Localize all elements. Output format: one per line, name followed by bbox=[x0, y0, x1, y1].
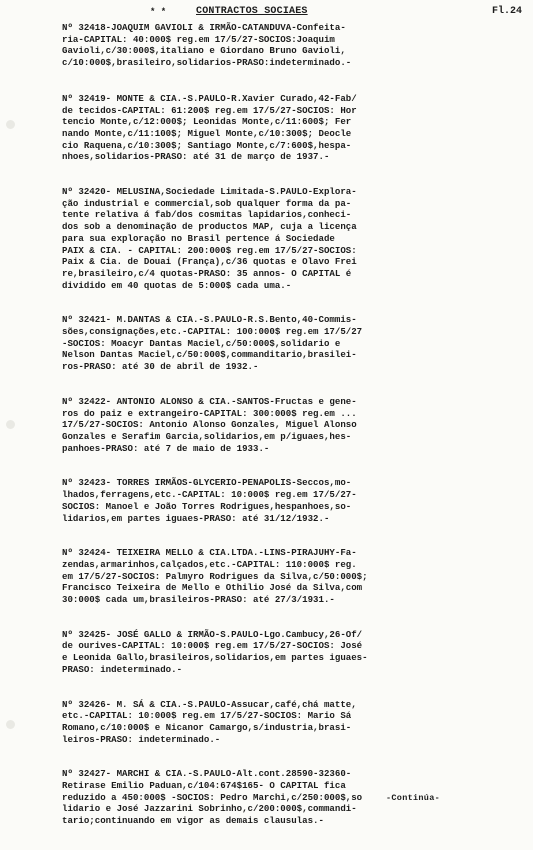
entry-line: Romano,c/10:000$ e Nicanor Camargo,s/industria,brasi- bbox=[62, 721, 352, 733]
page-header bbox=[0, 4, 533, 20]
registry-entry bbox=[62, 396, 468, 455]
entry-line: 17/5/27-SOCIOS: Antonio Alonso Gonzales, Miguel Alonso bbox=[62, 419, 357, 431]
registry-entry bbox=[62, 477, 468, 524]
entry-line: PRASO: indeterminado.- bbox=[62, 663, 183, 675]
entry-line: Nelson Dantas Maciel,c/50:000$,commanditario,brasilei- bbox=[62, 349, 357, 361]
entry-line: sões,consignações,etc.-CAPITAL: 100:000$ reg.em 17/5/27 bbox=[62, 326, 363, 338]
registry-entry bbox=[62, 314, 468, 373]
entry-line: em 17/5/27-SOCIOS: Palmyro Rodrigues da Silva,c/50:000$; bbox=[62, 570, 368, 582]
entry-line: SOCIOS: Manoel e João Torres Rodrigues,hespanhoes,so- bbox=[62, 500, 352, 512]
entry-line: Gonzales e Serafim Garcia,solidarios,em p/iguaes,hes- bbox=[62, 430, 352, 442]
entry-line: nando Monte,c/11:100$; Miguel Monte,c/10:300$; Deocle bbox=[62, 127, 352, 139]
entry-line: ria-CAPITAL: 40:000$ reg.em 17/5/27-SOCIOS:Joaquim bbox=[62, 33, 335, 45]
entry-line: 30:000$ cada um,brasileiros-PRASO: até 27/3/1931.- bbox=[62, 594, 335, 606]
page-title: CONTRACTOS SOCIAES bbox=[196, 6, 308, 17]
header-mark: * * bbox=[150, 7, 167, 17]
punch-hole bbox=[6, 120, 15, 129]
entry-line: tente relativa á fab/dos cosmitas lapidarios,conheci- bbox=[62, 209, 352, 221]
entry-line: re,brasileiro,c/4 quotas-PRASO: 35 annos- O CAPITAL é bbox=[62, 267, 352, 279]
entry-line: PAIX & CIA. - CAPITAL: 200:000$ reg.em 17/5/27-SOCIOS: bbox=[62, 244, 357, 256]
entry-line: Nº 32420- MELUSINA,Sociedade Limitada-S.PAULO-Explora- bbox=[62, 186, 357, 198]
registry-entry bbox=[62, 186, 468, 291]
registry-entry bbox=[62, 22, 468, 69]
entry-line: zendas,armarinhos,calçados,etc.-CAPITAL: 110:000$ reg. bbox=[62, 558, 357, 570]
entry-line: Francisco Teixeira de Mello e Othilio José da Silva,com bbox=[62, 582, 363, 594]
entry-line: nhoes,solidarios-PRASO: até 31 de março de 1937.- bbox=[62, 151, 330, 163]
entry-line: c/10:000$,brasileiro,solidarios-PRASO:indeterminado.- bbox=[62, 57, 352, 69]
entry-line: dividido em 40 quotas de 5:000$ cada uma.- bbox=[62, 279, 292, 291]
entry-line: Nº 32427- MARCHI & CIA.-S.PAULO-Alt.cont.28590-32360- bbox=[62, 768, 352, 780]
entry-line: -SOCIOS: Moacyr Dantas Maciel,c/50:000$,solidario e bbox=[62, 337, 341, 349]
entry-line: Nº 32418-JOAQUIM GAVIOLI & IRMÃO-CATANDUVA-Confeita- bbox=[62, 22, 346, 33]
entry-line: Nº 32422- ANTONIO ALONSO & CIA.-SANTOS-Fructas e gene- bbox=[62, 395, 357, 407]
entry-line: tario;continuando em vigor as demais clausulas.- bbox=[62, 815, 324, 827]
entry-line: para sua exploração no Brasil pertence á Sociedade bbox=[62, 232, 335, 244]
registry-entry bbox=[62, 93, 468, 163]
entry-line: de tecidos-CAPITAL: 61:200$ reg.em 17/5/27-SOCIOS: Hor bbox=[62, 104, 357, 116]
entry-line: ros-PRASO: até 30 de abril de 1932.- bbox=[62, 361, 259, 373]
entry-line: lhados,ferragens,etc.-CAPITAL: 10:000$ reg.em 17/5/27- bbox=[62, 489, 357, 501]
entry-line: Nº 32426- M. SÁ & CIA.-S.PAULO-Assucar,café,chá matte, bbox=[62, 698, 357, 710]
entry-line: lidarios,em partes iguaes-PRASO: até 31/12/1932.- bbox=[62, 512, 330, 524]
entry-line: Paix & Cia. de Douai (França),c/36 quotas e Olavo Frei bbox=[62, 256, 357, 268]
entry-line: ção industrial e commercial,sob qualquer forma da pa- bbox=[62, 197, 352, 209]
entry-line: de ourives-CAPITAL: 10:000$ reg.em 17/5/27-SOCIOS: José bbox=[62, 640, 363, 652]
entry-line: Gavioli,c/30:000$,italiano e Giordano Bruno Gavioli, bbox=[62, 45, 346, 57]
entry-line: etc.-CAPITAL: 10:000$ reg.em 17/5/27-SOCIOS: Mario Sá bbox=[62, 710, 352, 722]
folio-number: Fl.24 bbox=[492, 6, 523, 17]
entry-line: dos sob a denominação de productos MAP, cuja a licença bbox=[62, 221, 357, 233]
entry-line: cio Raquena,c/10:300$; Santiago Monte,c/7:600$,hespa- bbox=[62, 139, 352, 151]
punch-hole bbox=[6, 720, 15, 729]
entry-line: e Leonida Gallo,brasileiros,solidarios,em partes iguaes- bbox=[62, 652, 368, 664]
entry-line: reduzido a 450:000$ -SOCIOS: Pedro Marchi,c/250:000$,so bbox=[62, 791, 363, 803]
registry-entries bbox=[62, 22, 468, 850]
entry-line: ros do paiz e extrangeiro-CAPITAL: 300:000$ reg.em ... bbox=[62, 407, 357, 419]
entry-line: panhoes-PRASO: até 7 de maio de 1933.- bbox=[62, 442, 270, 454]
entry-line: Nº 32424- TEIXEIRA MELLO & CIA.LTDA.-LINS-PIRAJUHY-Fa- bbox=[62, 547, 357, 559]
entry-line: Nº 32421- M.DANTAS & CIA.-S.PAULO-R.S.Bento,40-Commis- bbox=[62, 314, 357, 326]
punch-hole bbox=[6, 420, 15, 429]
entry-line: Retirase Emilio Paduan,c/104:674$165- O CAPITAL fica bbox=[62, 780, 346, 792]
entry-line: Nº 32425- JOSÉ GALLO & IRMÃO-S.PAULO-Lgo.Cambucy,26-Of/ bbox=[62, 628, 363, 640]
entry-line: Nº 32419- MONTE & CIA.-S.PAULO-R.Xavier Curado,42-Fab/ bbox=[62, 92, 357, 104]
continuation-note: -Continúa- bbox=[386, 793, 441, 803]
entry-line: Nº 32423- TORRES IRMÃOS-GLYCERIO-PENAPOLIS-Seccos,mo- bbox=[62, 477, 352, 489]
entry-line: leiros-PRASO: indeterminado.- bbox=[62, 733, 221, 745]
entry-line: lidario e José Jazzarini Sobrinho,c/200:000$,commandi- bbox=[62, 803, 357, 815]
registry-entry bbox=[62, 699, 468, 746]
entry-line: tencio Monte,c/12:000$; Leonidas Monte,c/11:600$; Fer bbox=[62, 116, 352, 128]
registry-entry bbox=[62, 547, 468, 606]
registry-entry bbox=[62, 629, 468, 676]
